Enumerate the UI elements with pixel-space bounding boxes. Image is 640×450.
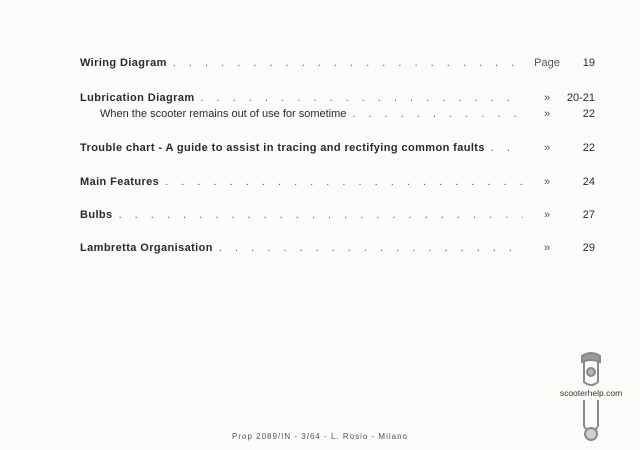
page-prefix: »	[543, 242, 551, 254]
toc-entry-wiring-diagram	[80, 54, 595, 70]
watermark-text: scooterhelp.com	[548, 388, 634, 398]
toc-title: Lubrication Diagram	[80, 92, 195, 104]
dot-leader	[352, 107, 523, 121]
page-number: 29	[582, 242, 595, 254]
page-number: 22	[582, 108, 595, 120]
toc-title: Wiring Diagram	[80, 57, 167, 69]
toc-title: Trouble chart - A guide to assist in tracing and rectifying common faults	[80, 142, 485, 154]
page-number: 22	[582, 142, 595, 154]
toc-entry-out-of-use	[100, 105, 595, 121]
page-number: 27	[582, 209, 595, 221]
dot-leader	[219, 241, 523, 255]
print-footer: Prop 2089/IN - 3/64 - L. Rosio - Milano	[232, 432, 408, 441]
page-number: 20-21	[566, 92, 595, 104]
page-prefix: »	[543, 176, 551, 188]
page-prefix: »	[543, 108, 551, 120]
dot-leader	[491, 141, 523, 155]
dot-leader	[165, 175, 523, 189]
toc-entry-main-features	[80, 173, 595, 189]
page-prefix: Page	[534, 57, 560, 69]
dot-leader	[119, 208, 523, 222]
toc-title: Main Features	[80, 176, 160, 188]
toc-title: When the scooter remains out of use for sometime	[100, 108, 347, 120]
page-number: 19	[582, 57, 595, 69]
dot-leader	[201, 91, 523, 105]
page-prefix: »	[543, 209, 551, 221]
dot-leader	[173, 56, 523, 70]
toc-title: Bulbs	[80, 209, 113, 221]
page-prefix: »	[543, 142, 551, 154]
page-number: 24	[582, 176, 595, 188]
scooterhelp-watermark	[548, 348, 634, 444]
toc-entry-bulbs	[80, 206, 595, 222]
toc-entry-lubrication-diagram	[80, 89, 595, 105]
toc-entry-trouble-chart	[80, 139, 595, 155]
page-prefix: »	[543, 92, 551, 104]
toc-entry-lambretta-organisation	[80, 239, 595, 255]
toc-title: Lambretta Organisation	[80, 242, 213, 254]
